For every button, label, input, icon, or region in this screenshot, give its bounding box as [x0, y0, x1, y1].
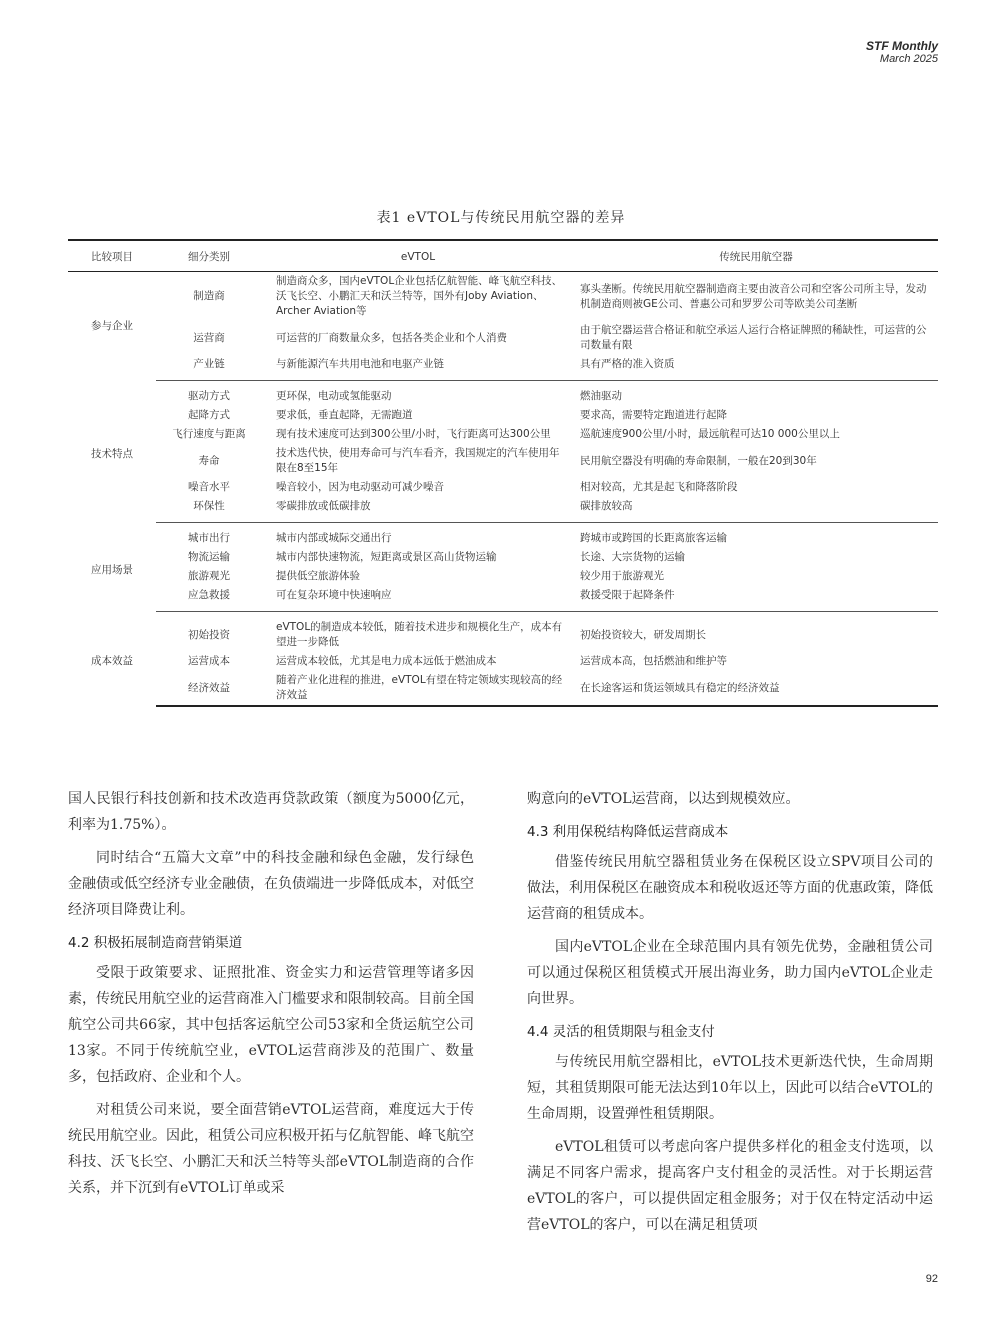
subcategory-cell: 城市出行	[188, 532, 230, 544]
paragraph: 国内eVTOL企业在全球范围内具有领先优势，金融租赁公司可以通过保税区租赁模式开展出海业务，助力国内eVTOL企业走向世界。	[527, 939, 933, 1007]
table-row	[68, 444, 938, 478]
traditional-cell: 跨城市或跨国的长距离旅客运输	[580, 532, 727, 544]
evtol-cell: 更环保，电动或氢能驱动	[276, 390, 392, 402]
evtol-cell: 可在复杂环境中快速响应	[262, 586, 574, 612]
traditional-cell: 运营成本高，包括燃油和维护等	[580, 655, 727, 667]
header-subcategory: 细分类别	[156, 240, 262, 272]
right-column	[527, 786, 933, 1245]
traditional-cell: 燃油驱动	[580, 390, 622, 402]
issue-date: March 2025	[879, 53, 938, 65]
journal-header	[866, 40, 938, 66]
category-cell: 应用场景	[91, 563, 133, 576]
header-comparison-item: 比较项目	[68, 240, 156, 272]
subcategory-cell: 起降方式	[188, 409, 230, 421]
section-heading-4-2: 4.2 积极拓展制造商营销渠道	[68, 935, 243, 951]
subcategory-cell: 物流运输	[188, 551, 230, 563]
subcategory-cell: 寿命	[198, 454, 220, 467]
table-title: 表1 eVTOL与传统民用航空器的差异	[376, 210, 626, 226]
subcategory-cell: 产业链	[156, 355, 262, 381]
traditional-cell: 救援受限于起降条件	[574, 586, 938, 612]
evtol-cell: 可运营的厂商数量众多，包括各类企业和个人消费	[276, 331, 507, 344]
evtol-cell: 提供低空旅游体验	[276, 570, 360, 582]
traditional-cell: 具有严格的准入资质	[574, 355, 938, 381]
traditional-cell: 寡头垄断。传统民用航空器制造商主要由波音公司和空客公司所主导，发动机制造商则被GE公司、普惠公司和罗罗公司等欧美公司垄断	[580, 282, 927, 310]
evtol-cell: 零碳排放或低碳排放	[262, 497, 574, 523]
page-number: 92	[925, 1273, 938, 1285]
table-row	[68, 548, 938, 567]
evtol-cell: 城市内部或城际交通出行	[276, 532, 392, 544]
table-row	[68, 671, 938, 706]
traditional-cell: 长途、大宗货物的运输	[580, 551, 685, 563]
evtol-cell: 城市内部快速物流，短距离或景区高山货物运输	[276, 551, 497, 563]
evtol-cell: 随着产业化进程的推进，eVTOL有望在特定领域实现较高的经济效益	[262, 671, 574, 706]
traditional-cell: 碳排放较高	[574, 497, 938, 523]
evtol-cell: 噪音较小，因为电动驱动可减少噪音	[276, 481, 444, 493]
paragraph: 同时结合“五篇大文章”中的科技金融和绿色金融，发行绿色金融债或低空经济专业金融债，在负债端进一步降低成本，对低空经济项目降费让利。	[68, 850, 474, 918]
table-row	[68, 523, 938, 549]
table-row	[68, 497, 938, 523]
evtol-cell: 与新能源汽车共用电池和电驱产业链	[262, 355, 574, 381]
subcategory-cell: 初始投资	[188, 628, 230, 641]
table-row	[68, 612, 938, 653]
traditional-cell: 民用航空器没有明确的寿命限制，一般在20到30年	[580, 454, 817, 467]
evtol-cell: 要求低，垂直起降，无需跑道	[276, 409, 413, 421]
paragraph: 国人民银行科技创新和技术改造再贷款政策（额度为5000亿元，利率为1.75%）。	[68, 791, 474, 833]
table-body	[68, 272, 938, 707]
table-row	[68, 478, 938, 497]
subcategory-cell: 旅游观光	[188, 570, 230, 582]
table-row	[68, 425, 938, 444]
traditional-cell: 较少用于旅游观光	[580, 570, 664, 582]
subcategory-cell: 经济效益	[156, 671, 262, 706]
traditional-cell: 相对较高，尤其是起飞和降落阶段	[580, 481, 738, 493]
evtol-cell: eVTOL的制造成本较低，随着技术进步和规模化生产，成本有望进一步降低	[276, 621, 563, 648]
table-row	[68, 321, 938, 355]
traditional-cell: 要求高，需要特定跑道进行起降	[580, 409, 727, 421]
category-cell: 参与企业	[91, 319, 133, 332]
left-column	[68, 786, 474, 1208]
subcategory-cell: 驱动方式	[188, 390, 230, 402]
subcategory-cell: 制造商	[193, 290, 225, 302]
evtol-cell: 现有技术速度可达到300公里/小时，飞行距离可达300公里	[276, 428, 551, 440]
traditional-cell: 初始投资较大，研发周期长	[580, 628, 706, 641]
traditional-cell: 由于航空器运营合格证和航空承运人运行合格证牌照的稀缺性，可运营的公司数量有限	[580, 324, 927, 351]
comparison-table	[68, 239, 938, 707]
table-row	[68, 272, 938, 322]
table-row	[68, 406, 938, 425]
header-evtol: eVTOL	[262, 240, 574, 272]
subcategory-cell: 飞行速度与距离	[172, 428, 246, 440]
table-row	[68, 355, 938, 381]
subcategory-cell: 环保性	[156, 497, 262, 523]
category-cell: 成本效益	[91, 655, 133, 668]
paragraph: 购意向的eVTOL运营商，以达到规模效应。	[527, 791, 800, 807]
evtol-cell: 运营成本较低，尤其是电力成本远低于燃油成本	[276, 655, 497, 667]
header-traditional: 传统民用航空器	[574, 240, 938, 272]
table-header-row	[68, 240, 938, 272]
subcategory-cell: 应急救援	[156, 586, 262, 612]
traditional-cell: 在长途客运和货运领域具有稳定的经济效益	[574, 671, 938, 706]
table-row	[68, 567, 938, 586]
evtol-cell: 技术迭代快，使用寿命可与汽车看齐，我国规定的汽车使用年限在8至15年	[276, 447, 560, 474]
magazine-name: STF Monthly	[866, 39, 938, 53]
subcategory-cell: 运营商	[193, 331, 225, 344]
table-row	[68, 381, 938, 407]
paragraph: 借鉴传统民用航空器租赁业务在保税区设立SPV项目公司的做法，利用保税区在融资成本和税收返还等方面的优惠政策，降低运营商的租赁成本。	[527, 854, 933, 922]
evtol-cell: 制造商众多，国内eVTOL企业包括亿航智能、峰飞航空科技、沃飞长空、小鹏汇天和沃兰特等，国外有Joby Aviation、Archer Aviation等	[276, 275, 563, 317]
paragraph: 对租赁公司来说，要全面营销eVTOL运营商，难度远大于传统民用航空业。因此，租赁公司应积极开拓与亿航智能、峰飞航空科技、沃飞长空、小鹏汇天和沃兰特等头部eVTOL制造商的合作关系，并下沉到有eVTOL订单或采	[68, 1102, 474, 1196]
table-row	[68, 586, 938, 612]
category-cell: 技术特点	[91, 448, 133, 460]
traditional-cell: 巡航速度900公里/小时，最远航程可达10 000公里以上	[580, 428, 840, 440]
paragraph: 受限于政策要求、证照批准、资金实力和运营管理等诸多因素，传统民用航空业的运营商准入门槛要求和限制较高。目前全国航空公司共66家，其中包括客运航空公司53家和全货运航空公司13家。不同于传统航空业，eVTOL运营商涉及的范围广、数量多，包括政府、企业和个人。	[68, 965, 474, 1085]
paragraph: eVTOL租赁可以考虑向客户提供多样化的租金支付选项，以满足不同客户需求，提高客户支付租金的灵活性。对于长期运营eVTOL的客户，可以提供固定租金服务；对于仅在特定活动中运营eVTOL的客户，可以在满足租赁项	[527, 1139, 933, 1233]
paragraph: 与传统民用航空器相比，eVTOL技术更新迭代快，生命周期短，其租赁期限可能无法达到10年以上，因此可以结合eVTOL的生命周期，设置弹性租赁期限。	[527, 1054, 933, 1122]
subcategory-cell: 运营成本	[188, 655, 230, 667]
subcategory-cell: 噪音水平	[188, 481, 230, 493]
table-row	[68, 652, 938, 671]
section-heading-4-3: 4.3 利用保税结构降低运营商成本	[527, 824, 729, 840]
section-heading-4-4: 4.4 灵活的租赁期限与租金支付	[527, 1024, 715, 1040]
